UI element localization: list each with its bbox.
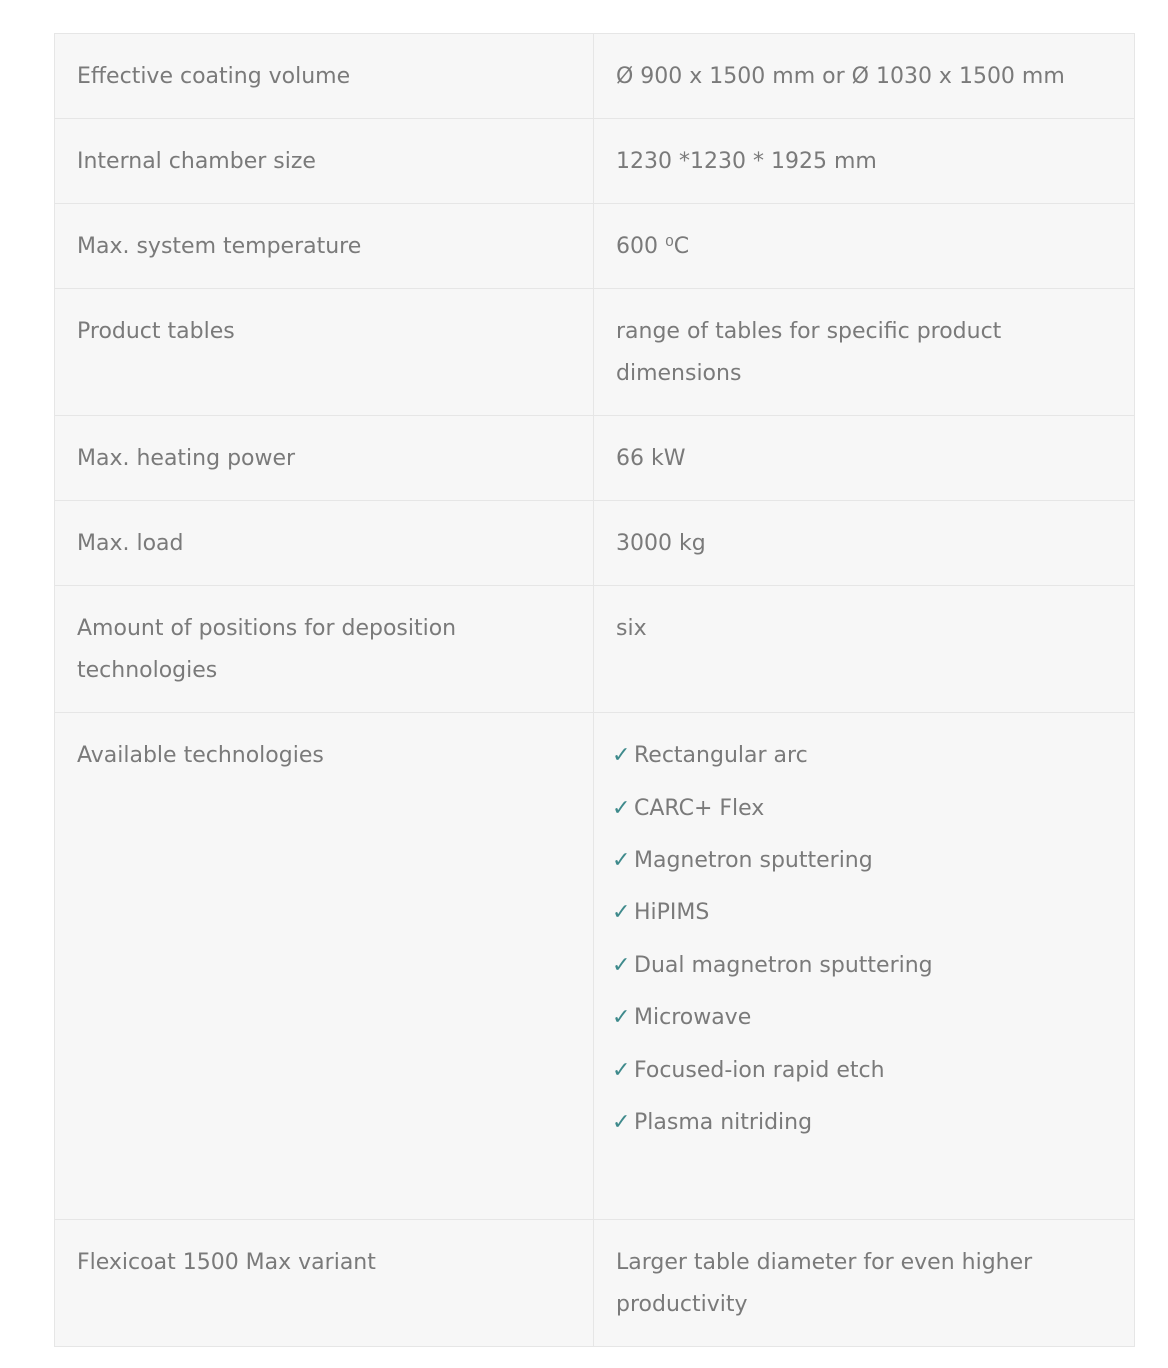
checkmark-icon: ✓ <box>612 1057 631 1083</box>
table-row <box>55 501 1135 586</box>
technology-label: Dual magnetron sputtering <box>634 952 933 978</box>
list-item <box>612 887 1112 939</box>
checkmark-icon: ✓ <box>612 847 631 873</box>
technology-label: Rectangular arc <box>634 743 808 769</box>
spec-label: Amount of positions for deposition technologies <box>55 586 594 713</box>
table-row <box>55 204 1135 289</box>
checkmark-icon: ✓ <box>612 743 631 769</box>
table-row <box>55 289 1135 416</box>
list-item <box>612 1044 1112 1096</box>
table-row <box>55 586 1135 713</box>
checkmark-icon: ✓ <box>612 900 631 926</box>
technology-label: Focused-ion rapid etch <box>634 1057 885 1083</box>
checkmark-icon: ✓ <box>612 795 631 821</box>
spec-value: 3000 kg <box>594 501 1135 586</box>
spec-label: Available technologies <box>55 713 594 1220</box>
spec-label: Max. heating power <box>55 416 594 501</box>
spec-value: 1230 *1230 * 1925 mm <box>594 119 1135 204</box>
technology-label: HiPIMS <box>634 900 710 926</box>
list-item <box>612 782 1112 834</box>
list-item <box>612 730 1112 782</box>
technology-label: Plasma nitriding <box>634 1109 813 1135</box>
checkmark-icon: ✓ <box>612 1005 631 1031</box>
technology-label: Microwave <box>634 1005 752 1031</box>
technology-label: Magnetron sputtering <box>634 847 873 873</box>
spec-value: Ø 900 x 1500 mm or Ø 1030 x 1500 mm <box>594 34 1135 119</box>
table-row <box>55 713 1135 1220</box>
spec-label: Product tables <box>55 289 594 416</box>
list-item <box>612 940 1112 992</box>
spec-label: Flexicoat 1500 Max variant <box>55 1220 594 1347</box>
technologies-list <box>612 730 1112 1199</box>
list-item <box>612 835 1112 887</box>
spec-value: range of tables for specific product dimensions <box>594 289 1135 416</box>
list-item <box>612 992 1112 1044</box>
spec-label: Effective coating volume <box>55 34 594 119</box>
spec-label: Max. system temperature <box>55 204 594 289</box>
specifications-table <box>54 33 1135 1347</box>
table-row <box>55 119 1135 204</box>
table-row <box>55 416 1135 501</box>
checkmark-icon: ✓ <box>612 1109 631 1135</box>
spec-value: six <box>594 586 1135 713</box>
table-row <box>55 1220 1135 1347</box>
spec-value: Larger table diameter for even higher productivity <box>594 1220 1135 1347</box>
spec-label: Max. load <box>55 501 594 586</box>
spec-value: 66 kW <box>594 416 1135 501</box>
list-item <box>612 1097 1112 1149</box>
technology-label: CARC+ Flex <box>634 795 765 821</box>
table-row <box>55 34 1135 119</box>
spec-value <box>594 713 1135 1220</box>
spec-label: Internal chamber size <box>55 119 594 204</box>
checkmark-icon: ✓ <box>612 952 631 978</box>
spec-value: 600 ⁰C <box>594 204 1135 289</box>
